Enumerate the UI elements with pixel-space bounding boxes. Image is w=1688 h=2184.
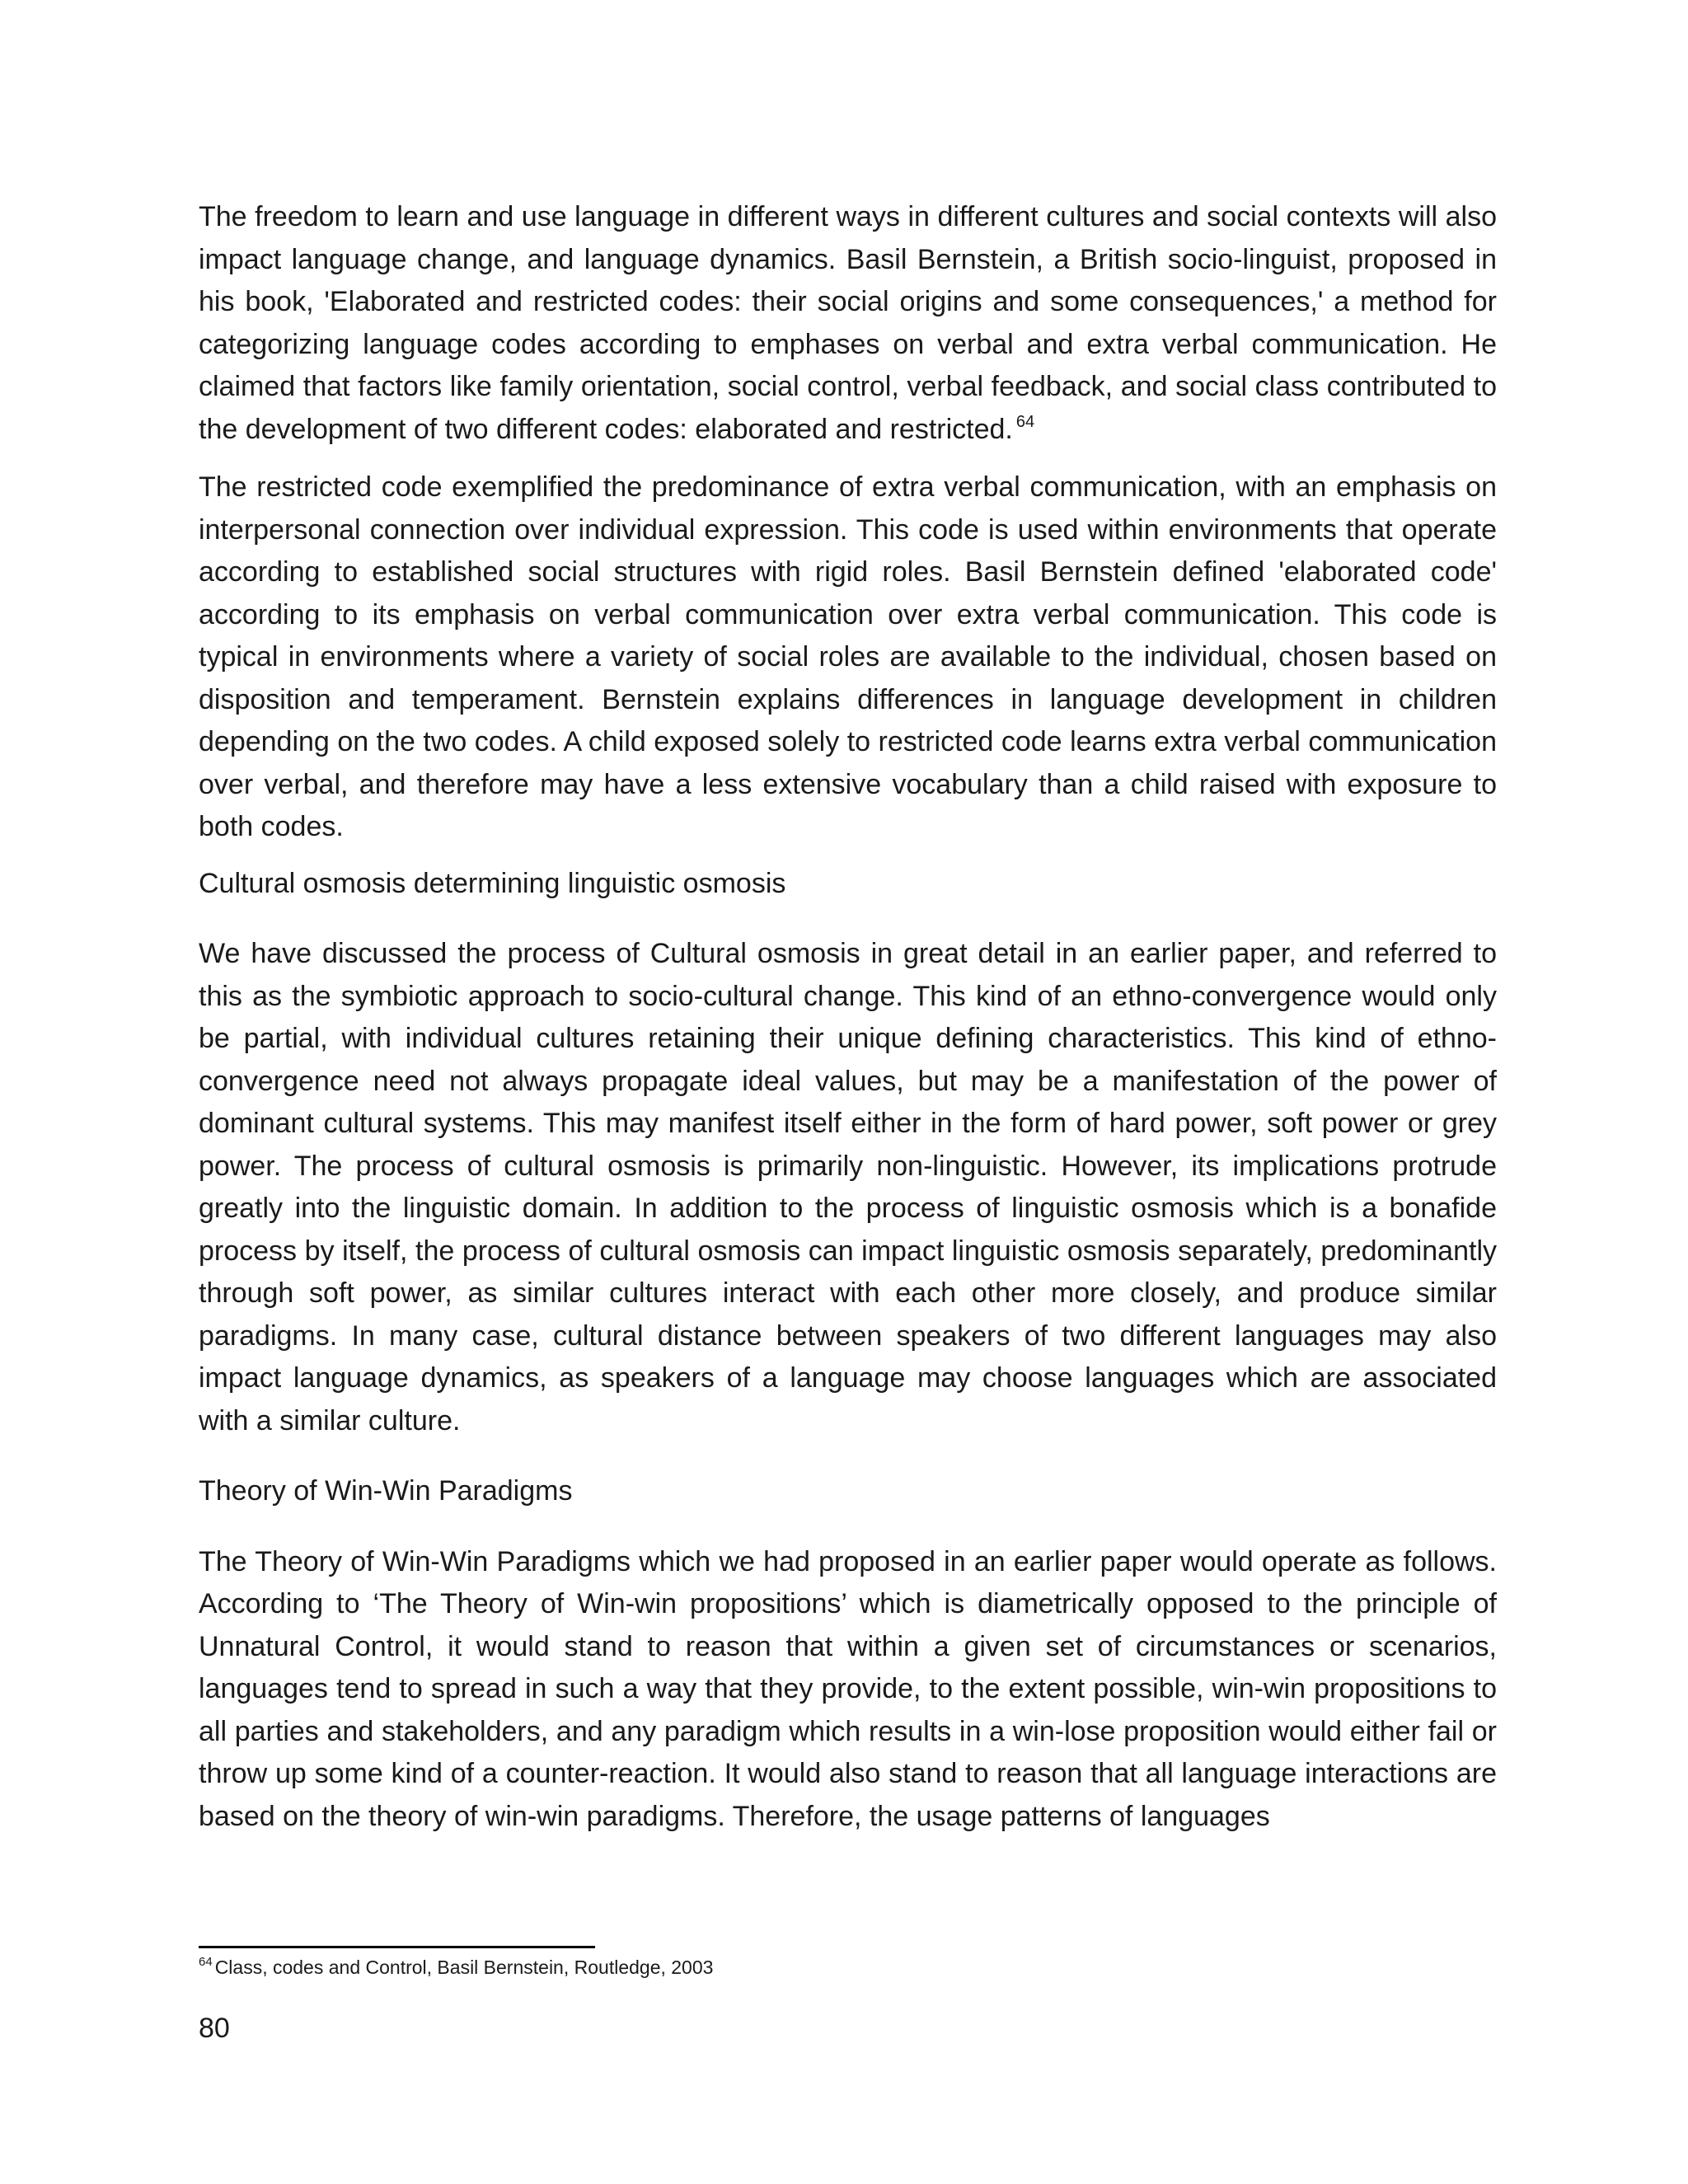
section-heading-cultural-osmosis: Cultural osmosis determining linguistic osmosis <box>199 867 786 899</box>
footnote-text: Class, codes and Control, Basil Bernstein, Routledge, 2003 <box>214 1957 714 1978</box>
paragraph-2: The restricted code exemplified the predominance of extra verbal communication, with an emphasis on interpersonal connection over individual expression. This code is used within environments that operate according to established social structures with rigid roles. Basil Bernstein defined 'elaborated code' according to its emphasis on verbal communication over extra verbal communication. This code is typical in environments where a variety of social roles are available to the individual, chosen based on disposition and temperament. Bernstein explains differences in language development in children depending on the two codes. A child exposed solely to restricted code learns extra verbal communication over verbal, and therefore may have a less extensive vocabulary than a child raised with exposure to both codes. <box>199 471 1497 842</box>
footnote-reference: 64 <box>1015 412 1035 431</box>
paragraph-1 <box>199 196 1497 451</box>
paragraph-3: We have discussed the process of Cultural osmosis in great detail in an earlier paper, and referred to this as the symbiotic approach to socio-cultural change. This kind of an ethno-convergence would only be partial, with individual cultures retaining their unique defining characteristics. This kind of ethno-convergence need not always propagate ideal values, but may be a manifestation of the power of dominant cultural systems. This may manifest itself either in the form of hard power, soft power or grey power. The process of cultural osmosis is primarily non-linguistic. However, its implications protrude greatly into the linguistic domain. In addition to the process of linguistic osmosis which is a bonafide process by itself, the process of cultural osmosis can impact linguistic osmosis separately, predominantly through soft power, as similar cultures interact with each other more closely, and produce similar paradigms. In many case, cultural distance between speakers of two different languages may also impact language dynamics, as speakers of a language may choose languages which are associated with a similar culture. <box>199 938 1497 1436</box>
section-heading-win-win: Theory of Win-Win Paradigms <box>199 1475 573 1507</box>
footnote-number: 64 <box>199 1955 213 1969</box>
footnote <box>199 1953 1497 1981</box>
paragraph-1-text: The freedom to learn and use language in different ways in different cultures and social contexts will also impact language change, and language dynamics. Basil Bernstein, a British socio-linguist, proposed in his book, 'Elaborated and restricted codes: their social origins and some consequences,' a method for categorizing language codes according to emphases on verbal and extra verbal communication. He claimed that factors like family orientation, social control, verbal feedback, and social class contributed to the development of two different codes: elaborated and restricted. <box>199 201 1497 445</box>
page-body <box>199 196 1497 1838</box>
footnote-separator <box>199 1946 595 1948</box>
page-number: 80 <box>199 2013 230 2044</box>
paragraph-4: The Theory of Win-Win Paradigms which we had proposed in an earlier paper would operate as follows. According to ‘The Theory of Win-win propositions’ which is diametrically opposed to the principle of Unnatural Control, it would stand to reason that within a given set of circumstances or scenarios, languages tend to spread in such a way that they provide, to the extent possible, win-win propositions to all parties and stakeholders, and any paradigm which results in a win-lose proposition would either fail or throw up some kind of a counter-reaction. It would also stand to reason that all language interactions are based on the theory of win-win paradigms. Therefore, the usage patterns of languages <box>199 1545 1497 1832</box>
